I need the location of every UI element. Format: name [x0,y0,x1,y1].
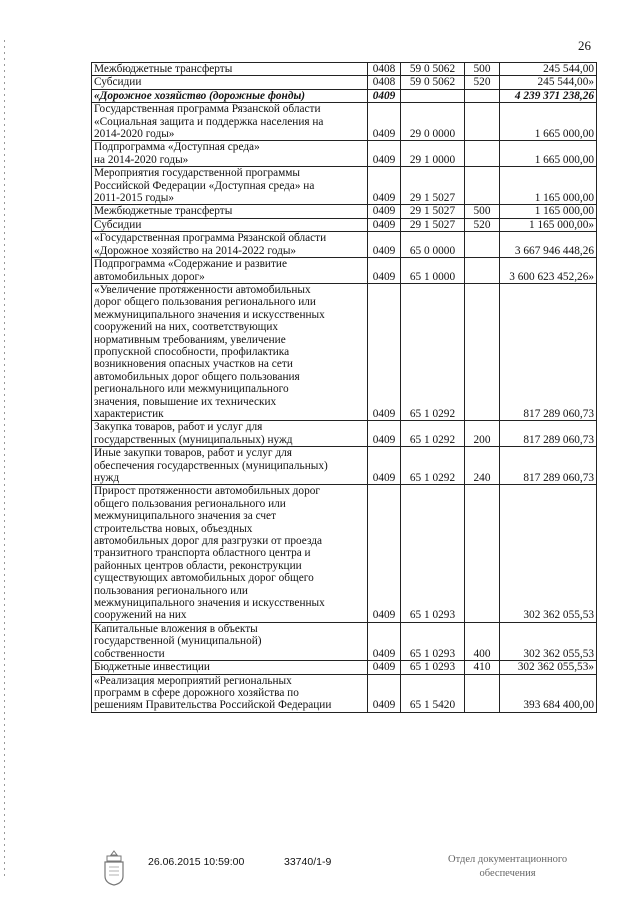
row-name: Прирост протяженности автомобильных дорог общего пользования регионального или межмуниципального значения за счет строительства новых, объездных автомобильных дорог для разгрузки от проезда транзитного транспорта областного центра и районных центров области, реконструкции существующих автомобильных дорог общего пользования регионального или межмуниципального значения и искусственных сооружений на них [92,485,368,622]
row-amount: 3 667 946 448,26 [500,232,597,258]
row-amount: 1 665 000,00 [500,141,597,167]
row-target-article: 29 1 5027 [401,167,465,205]
row-expense-type [465,485,500,622]
row-amount: 817 289 060,73 [500,283,597,420]
row-target-article: 29 1 5027 [401,218,465,231]
row-section-code: 0409 [368,661,401,674]
table-row [92,485,597,622]
row-expense-type: 500 [465,63,500,76]
row-section-code: 0409 [368,89,401,102]
row-amount: 1 665 000,00 [500,103,597,141]
row-name: Бюджетные инвестиции [92,661,368,674]
row-target-article: 65 1 0293 [401,622,465,660]
row-target-article: 65 0 0000 [401,232,465,258]
row-target-article: 59 0 5062 [401,63,465,76]
row-target-article [401,89,465,102]
footer-department-line1: Отдел документационного [448,854,568,865]
row-target-article: 59 0 5062 [401,76,465,89]
row-amount: 1 165 000,00» [500,218,597,231]
table-row [92,674,597,712]
row-expense-type: 520 [465,218,500,231]
row-target-article: 29 0 0000 [401,103,465,141]
row-amount: 4 239 371 238,26 [500,89,597,102]
row-target-article: 65 1 0293 [401,661,465,674]
footer-datetime: 26.06.2015 10:59:00 [148,856,245,868]
table-row [92,447,597,485]
footer-doc-code: 33740/1-9 [284,856,332,868]
row-target-article: 29 1 5027 [401,205,465,218]
row-amount: 1 165 000,00 [500,167,597,205]
row-name: Мероприятия государственной программы Российской Федерации «Доступная среда» на 2011-2015 годы» [92,167,368,205]
row-name: Субсидии [92,218,368,231]
row-section-code: 0409 [368,622,401,660]
budget-table [91,62,597,713]
table-row [92,103,597,141]
row-expense-type [465,141,500,167]
row-expense-type: 240 [465,447,500,485]
row-section-code: 0409 [368,485,401,622]
row-section-code: 0409 [368,674,401,712]
table-row [92,167,597,205]
row-section-code: 0408 [368,63,401,76]
row-expense-type: 200 [465,421,500,447]
row-name: Межбюджетные трансферты [92,63,368,76]
row-section-code: 0409 [368,103,401,141]
row-amount: 245 544,00 [500,63,597,76]
table-row [92,218,597,231]
row-amount: 817 289 060,73 [500,447,597,485]
row-name: Закупка товаров, работ и услуг для государственных (муниципальных) нужд [92,421,368,447]
row-amount: 302 362 055,53 [500,622,597,660]
row-amount: 393 684 400,00 [500,674,597,712]
row-expense-type: 500 [465,205,500,218]
row-target-article: 65 1 0293 [401,485,465,622]
table-row [92,283,597,420]
row-section-code: 0409 [368,232,401,258]
table-row [92,89,597,102]
row-target-article: 29 1 0000 [401,141,465,167]
row-section-code: 0409 [368,167,401,205]
table-row [92,622,597,660]
row-expense-type: 410 [465,661,500,674]
footer-department-line2: обеспечения [479,868,536,879]
table-row [92,63,597,76]
row-section-code: 0408 [368,76,401,89]
binding-margin [4,40,5,880]
table-row [92,661,597,674]
row-name: «Государственная программа Рязанской области «Дорожное хозяйство на 2014-2022 годы» [92,232,368,258]
table-row [92,141,597,167]
row-amount: 3 600 623 452,26» [500,258,597,284]
row-expense-type [465,167,500,205]
table-row [92,76,597,89]
row-section-code: 0409 [368,141,401,167]
row-expense-type [465,89,500,102]
row-expense-type [465,258,500,284]
page-number: 26 [578,38,591,53]
row-amount: 1 165 000,00 [500,205,597,218]
row-target-article: 65 1 0292 [401,283,465,420]
row-expense-type [465,283,500,420]
row-name: Подпрограмма «Содержание и развитие автомобильных дорог» [92,258,368,284]
table-row [92,258,597,284]
row-name: «Увеличение протяженности автомобильных дорог общего пользования регионального или межмуниципального значения и искусственных сооружений на них, соответствующих нормативным требованиям, увеличение пропускной способности, профилактика возникновения опасных участков на сети автомобильных дорог общего пользования регионального или межмуниципального значения, повышение их технических характеристик [92,283,368,420]
row-name: Капитальные вложения в объекты государственной (муниципальной) собственности [92,622,368,660]
row-expense-type [465,103,500,141]
row-target-article: 65 1 0000 [401,258,465,284]
table-row [92,232,597,258]
row-section-code: 0409 [368,283,401,420]
row-name: Межбюджетные трансферты [92,205,368,218]
table-row [92,205,597,218]
row-expense-type: 400 [465,622,500,660]
row-amount: 302 362 055,53» [500,661,597,674]
row-section-code: 0409 [368,258,401,284]
row-target-article: 65 1 0292 [401,447,465,485]
row-name: Государственная программа Рязанской области «Социальная защита и поддержка населения на 2014-2020 годы» [92,103,368,141]
row-expense-type [465,674,500,712]
row-expense-type: 520 [465,76,500,89]
row-section-code: 0409 [368,447,401,485]
coat-of-arms-icon [98,848,130,888]
row-amount: 245 544,00» [500,76,597,89]
row-section-code: 0409 [368,421,401,447]
row-section-code: 0409 [368,218,401,231]
row-name: Иные закупки товаров, работ и услуг для обеспечения государственных (муниципальных) нужд [92,447,368,485]
footer-department-stamp [448,853,567,881]
table-row [92,421,597,447]
row-name: «Дорожное хозяйство (дорожные фонды) [92,89,368,102]
row-name: Субсидии [92,76,368,89]
row-amount: 817 289 060,73 [500,421,597,447]
row-expense-type [465,232,500,258]
row-amount: 302 362 055,53 [500,485,597,622]
row-name: «Реализация мероприятий региональных программ в сфере дорожного хозяйства по решениям Правительства Российской Федерации [92,674,368,712]
row-target-article: 65 1 0292 [401,421,465,447]
budget-table-body [92,63,597,713]
row-section-code: 0409 [368,205,401,218]
row-name: Подпрограмма «Доступная среда» на 2014-2020 годы» [92,141,368,167]
row-target-article: 65 1 5420 [401,674,465,712]
